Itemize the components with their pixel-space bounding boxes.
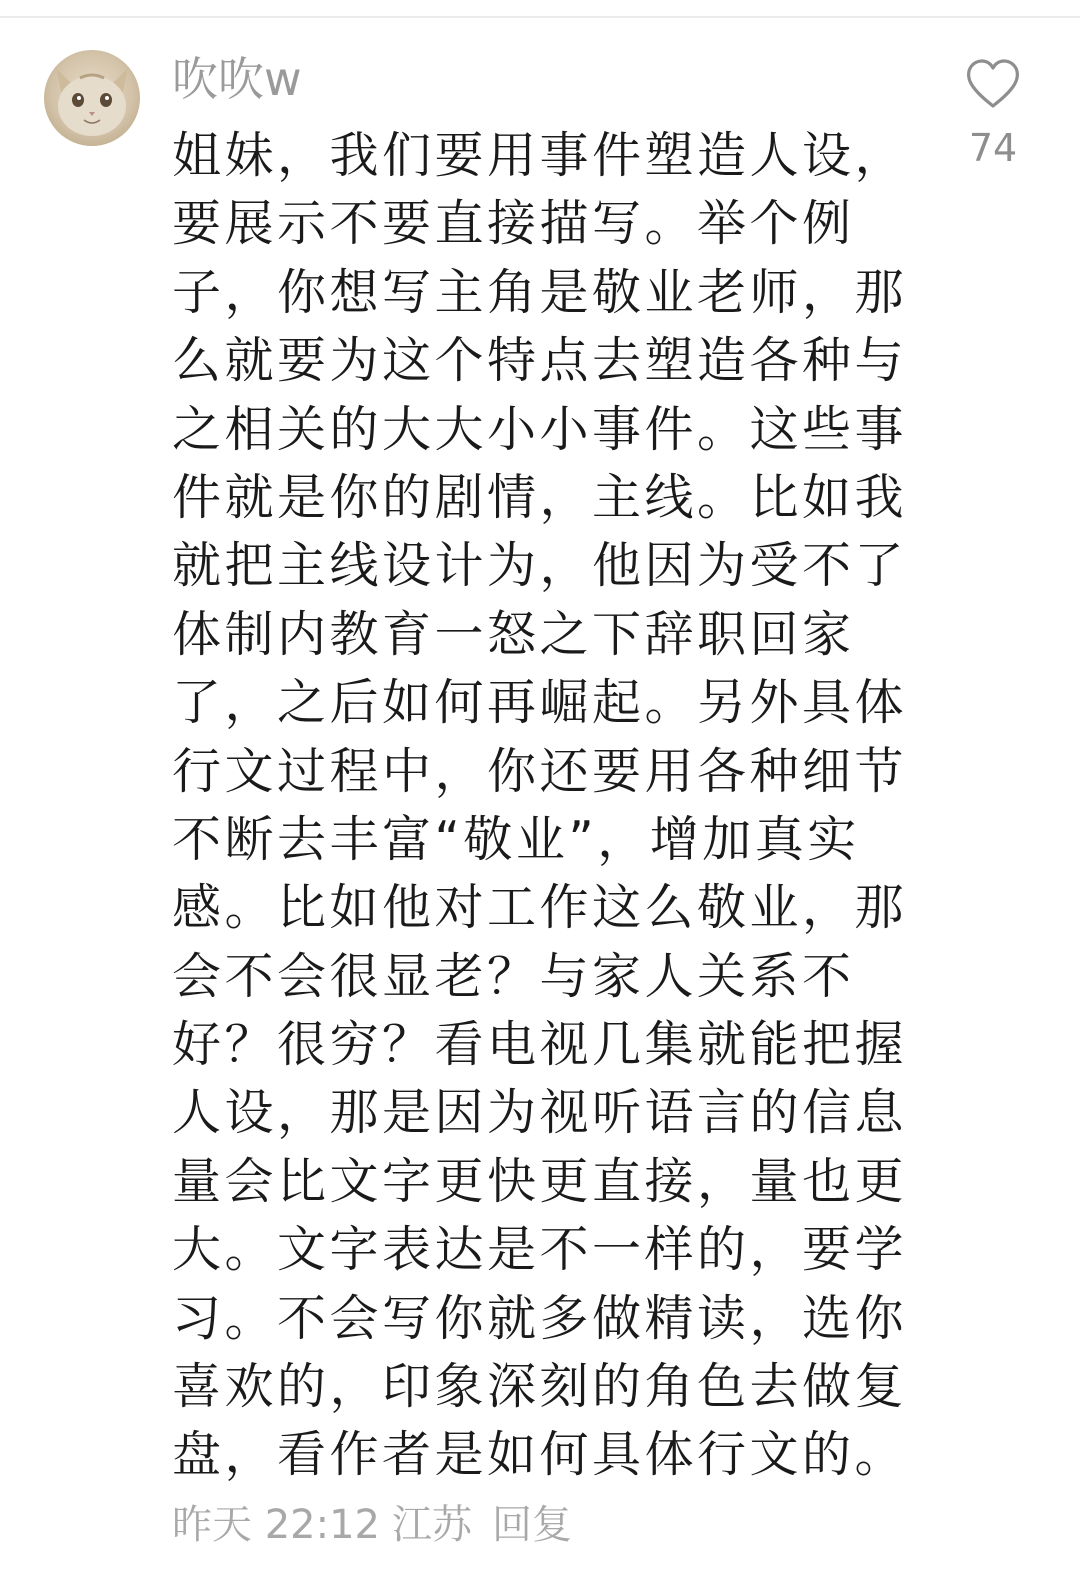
comment-body [172,48,912,1552]
comment-text-line: 喜欢的，印象深刻的角色去做复 [172,1358,908,1416]
comment-meta [172,1498,912,1552]
comment-text-line: 量会比文字更快更直接，量也更 [172,1152,908,1210]
like-count: 74 [968,126,1018,170]
comment-text-line: 体制内教育一怒之下辞职回家 [172,605,855,663]
cat-avatar-icon [44,50,140,146]
comment-text [172,122,912,1490]
heart-outline-icon[interactable] [965,58,1021,110]
comment-text-line: 姐妹，我们要用事件塑造人设， [172,127,908,184]
comment-text-line: 了，之后如何再崛起。另外具体 [172,674,908,732]
reply-button[interactable]: 回复 [492,1501,572,1548]
comment-text-line: 就把主线设计为，他因为受不了 [172,537,908,595]
comment-text-line: 件就是你的剧情，主线。比如我 [172,468,908,526]
top-divider [0,16,1080,18]
comment-text-line: 好？很穷？看电视几集就能把握 [172,1016,908,1074]
comment-text-line: 么就要为这个特点去塑造各种与 [172,332,908,390]
comment-text-line: 人设，那是因为视听语言的信息 [172,1084,908,1142]
comment-text-line: 会不会很显老？与家人关系不 [172,947,855,1005]
comment-location: 江苏 [392,1501,472,1548]
comment-text-line: 子，你想写主角是敬业老师，那 [172,263,908,321]
avatar[interactable] [44,50,140,146]
comment-text-line: 盘，看作者是如何具体行文的。 [172,1426,908,1484]
username[interactable]: 吹吹w [172,52,302,106]
like-box [958,58,1028,170]
comment-text-line: 不断去丰富“敬业”，增加真实 [172,810,860,868]
comment-text-line: 感。比如他对工作这么敬业，那 [172,879,908,937]
comment-text-line: 大。文字表达是不一样的，要学 [172,1221,908,1279]
comment-text-line: 要展示不要直接描写。举个例 [172,195,855,253]
comment-text-line: 之相关的大大小小事件。这些事 [172,400,908,458]
comment-text-line: 习。不会写你就多做精读，选你 [172,1289,908,1347]
comment-time: 昨天 22:12 [172,1501,380,1548]
comment-text-line: 行文过程中，你还要用各种细节 [172,742,908,800]
